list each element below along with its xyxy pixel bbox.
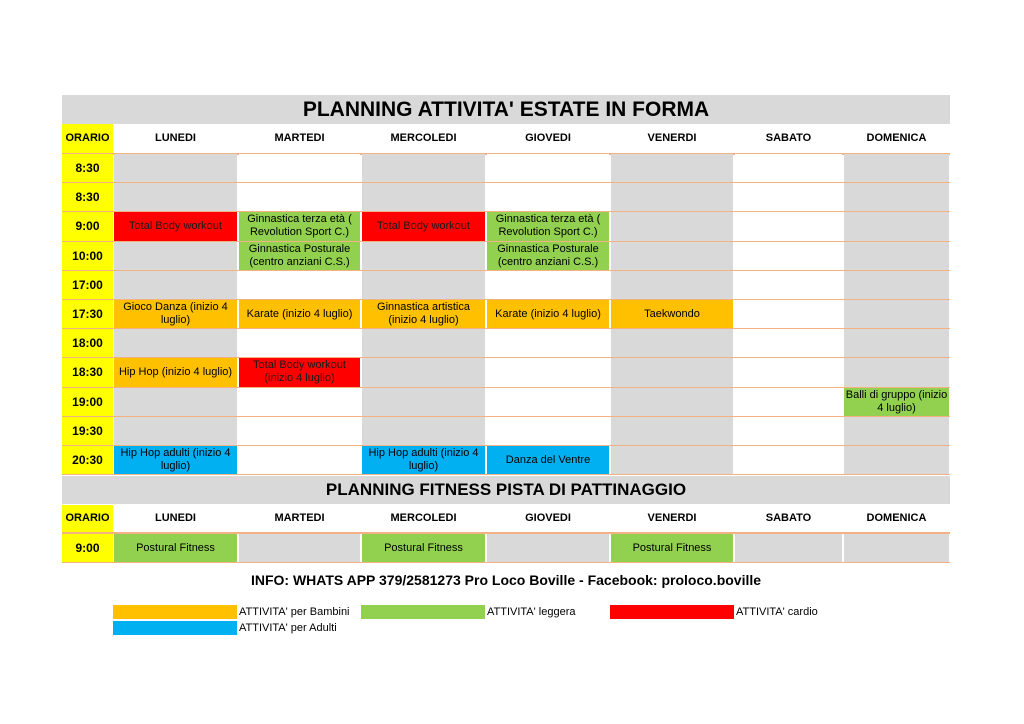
summer-row-divider [62,474,950,475]
summer-activity-cell [844,242,949,270]
summer-activity-cell [844,358,949,386]
summer-activity-cell [735,242,842,270]
schedule-title: PLANNING ATTIVITA' ESTATE IN FORMA [62,95,950,124]
fitness-day-header: SABATO [765,512,812,524]
activity-label: Total Body workout [377,219,470,232]
summer-activity-cell [735,271,842,299]
fitness-activity-cell [362,534,485,562]
summer-activity-cell [611,300,733,328]
fitness-day-header: GIOVEDI [525,512,571,524]
summer-activity-cell [114,242,237,270]
summer-activity-cell [487,154,609,182]
summer-activity-cell [735,300,842,328]
summer-activity-cell [611,212,733,240]
summer-activity-cell [844,329,949,357]
summer-activity-cell [362,183,485,211]
summer-activity-cell [487,271,609,299]
summer-activity-cell [114,358,237,386]
fitness-day-header: DOMENICA [866,512,927,524]
summer-activity-cell [844,183,949,211]
summer-activity-cell [114,271,237,299]
activity-label: Total Body workout (inizio 4 luglio) [253,359,346,385]
activity-label: Taekwondo [644,307,700,320]
activity-label: Hip Hop adulti (inizio 4 luglio) [368,447,479,473]
summer-activity-cell [239,271,360,299]
summer-activity-cell [487,212,609,240]
summer-activity-cell [114,183,237,211]
summer-activity-cell [362,212,485,240]
summer-activity-cell [611,271,733,299]
summer-activity-cell [844,271,949,299]
summer-activity-cell [239,154,360,182]
summer-activity-cell [735,388,842,416]
summer-activity-cell [239,446,360,474]
summer-time-cell: 19:00 [62,388,113,416]
summer-activity-cell [611,417,733,445]
legend-label: ATTIVITA' leggera [487,606,576,618]
summer-activity-cell [362,271,485,299]
fitness-day-header: VENERDI [647,512,697,524]
summer-time-cell: 18:30 [62,358,113,386]
summer-activity-cell [611,242,733,270]
fitness-orario-header: ORARIO [62,505,113,532]
fitness-activity-cell [611,534,733,562]
summer-activity-cell [487,183,609,211]
summer-activity-cell [844,154,949,182]
summer-activity-cell [114,446,237,474]
activity-label: Gioco Danza (inizio 4 luglio) [123,301,228,327]
summer-day-header: MARTEDI [274,132,325,144]
activity-label: Hip Hop (inizio 4 luglio) [118,365,233,378]
summer-activity-cell [239,242,360,270]
summer-activity-cell [487,417,609,445]
summer-activity-cell [239,388,360,416]
summer-activity-cell [735,154,842,182]
summer-activity-cell [844,388,949,416]
summer-activity-cell [362,358,485,386]
summer-activity-cell [611,358,733,386]
legend-label: ATTIVITA' per Adulti [239,622,337,634]
summer-activity-cell [735,212,842,240]
summer-activity-cell [239,212,360,240]
activity-label: Ginnastica artistica (inizio 4 luglio) [377,301,470,327]
activity-label: Hip Hop adulti (inizio 4 luglio) [120,447,231,473]
summer-activity-cell [114,388,237,416]
activity-label: Postural Fitness [384,541,463,554]
summer-activity-cell [362,154,485,182]
fitness-title: PLANNING FITNESS PISTA DI PATTINAGGIO [62,476,950,504]
activity-label: Danza del Ventre [505,453,591,466]
summer-activity-cell [362,242,485,270]
activity-label: Ginnastica terza età ( Revolution Sport C.) [247,213,352,239]
activity-label: Total Body workout [129,219,222,232]
fitness-time-cell: 9:00 [62,534,113,562]
summer-activity-cell [239,300,360,328]
summer-activity-cell [611,154,733,182]
legend-swatch [113,605,237,619]
summer-activity-cell [239,183,360,211]
fitness-activity-cell [114,534,237,562]
summer-activity-cell [844,212,949,240]
summer-activity-cell [487,242,609,270]
summer-activity-cell [844,417,949,445]
summer-activity-cell [611,446,733,474]
fitness-activity-cell [239,534,360,562]
summer-time-cell: 9:00 [62,212,113,240]
summer-time-cell: 17:00 [62,271,113,299]
summer-time-cell: 19:30 [62,417,113,445]
legend-swatch [610,605,734,619]
summer-activity-cell [735,183,842,211]
summer-activity-cell [239,417,360,445]
fitness-day-header: LUNEDI [155,512,196,524]
summer-activity-cell [114,329,237,357]
summer-activity-cell [611,183,733,211]
summer-activity-cell [611,388,733,416]
summer-time-cell: 8:30 [62,183,113,211]
summer-activity-cell [735,417,842,445]
summer-activity-cell [362,417,485,445]
activity-label: Postural Fitness [632,541,712,554]
fitness-day-header: MARTEDI [274,512,325,524]
activity-label: Balli di gruppo (inizio 4 luglio) [845,388,948,414]
summer-activity-cell [487,446,609,474]
fitness-day-header: MERCOLEDI [390,512,457,524]
summer-activity-cell [114,154,237,182]
fitness-activity-cell [844,534,949,562]
summer-time-cell: 18:00 [62,329,113,357]
summer-day-header: DOMENICA [866,132,927,144]
summer-orario-header: ORARIO [62,124,113,153]
summer-activity-cell [487,358,609,386]
legend-label: ATTIVITA' cardio [736,606,818,618]
summer-day-header: GIOVEDI [525,132,571,144]
summer-day-header: MERCOLEDI [390,132,457,144]
activity-label: Ginnastica Posturale (centro anziani C.S.) [248,242,351,268]
summer-activity-cell [239,329,360,357]
activity-label: Ginnastica terza età ( Revolution Sport C.) [495,213,601,239]
fitness-activity-cell [735,534,842,562]
summer-day-header: SABATO [765,132,812,144]
summer-activity-cell [239,358,360,386]
summer-time-cell: 20:30 [62,446,113,474]
summer-time-cell: 17:30 [62,300,113,328]
info-line: INFO: WHATS APP 379/2581273 Pro Loco Boville - Facebook: proloco.boville [250,572,762,588]
summer-activity-cell [114,212,237,240]
legend-swatch [361,605,485,619]
legend-label: ATTIVITA' per Bambini [239,606,350,618]
summer-time-cell: 10:00 [62,242,113,270]
activity-label: Postural Fitness [136,541,215,554]
summer-activity-cell [611,329,733,357]
summer-activity-cell [362,329,485,357]
summer-activity-cell [487,388,609,416]
summer-time-cell: 8:30 [62,154,113,182]
summer-activity-cell [735,329,842,357]
summer-activity-cell [844,446,949,474]
legend-swatch [113,621,237,635]
summer-activity-cell [114,300,237,328]
summer-activity-cell [487,300,609,328]
summer-activity-cell [362,388,485,416]
activity-label: Ginnastica Posturale (centro anziani C.S.) [497,242,599,268]
activity-label: Karate (inizio 4 luglio) [495,307,601,320]
summer-activity-cell [362,300,485,328]
summer-day-header: LUNEDI [155,132,196,144]
summer-activity-cell [487,329,609,357]
summer-day-header: VENERDI [647,132,697,144]
activity-label: Karate (inizio 4 luglio) [246,307,353,320]
summer-activity-cell [362,446,485,474]
summer-activity-cell [844,300,949,328]
summer-activity-cell [735,358,842,386]
fitness-activity-cell [487,534,609,562]
summer-activity-cell [114,417,237,445]
summer-activity-cell [735,446,842,474]
fitness-row-divider [62,562,950,563]
